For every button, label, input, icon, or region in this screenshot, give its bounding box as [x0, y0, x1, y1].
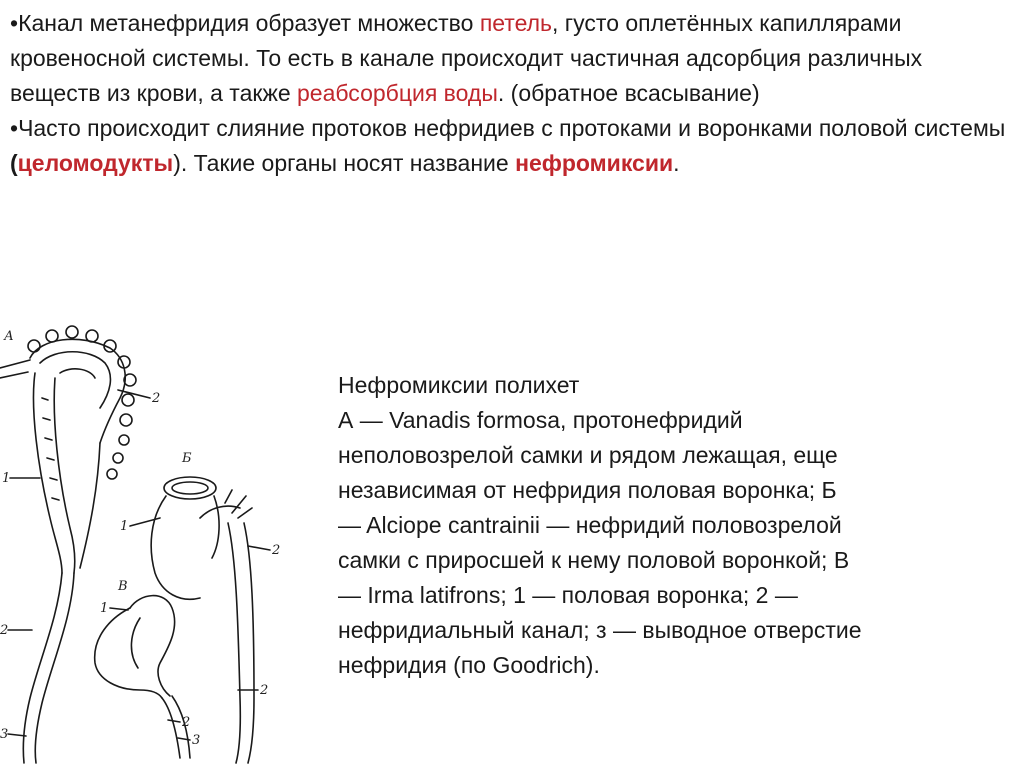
highlight-reabsorption: реабсорбция воды	[297, 80, 498, 106]
text-span: . (обратное всасывание)	[497, 80, 760, 106]
text-span: Канал метанефридия образует множество	[18, 10, 480, 36]
bullet: •	[10, 115, 19, 141]
text-span: ). Такие органы носят название	[173, 150, 516, 176]
caption-title: Нефромиксии полихет	[338, 372, 580, 398]
label-b: Б	[182, 451, 192, 466]
label-1: 1	[100, 601, 109, 616]
caption-line: самки с приросшей к нему половой воронкой; В	[338, 547, 850, 573]
label-a: А	[4, 329, 14, 344]
label-2: 2	[260, 683, 269, 698]
label-v: В	[118, 579, 128, 594]
label-2: 2	[182, 715, 191, 730]
highlight-loops: петель	[479, 10, 553, 36]
caption-line: — Alciope cantrainii — нефридий половозрелой	[338, 512, 842, 538]
text-span: Часто происходит слияние протоков нефридиев с протоками и воронками половой системы	[18, 115, 1006, 141]
figure-caption	[338, 368, 998, 683]
highlight-coelomoducts: целомодукты	[17, 150, 174, 176]
label-2: 2	[152, 391, 161, 406]
paragraph-nephromixia	[10, 111, 1010, 181]
text-span: .	[673, 150, 680, 176]
label-3: 3	[0, 727, 9, 742]
caption-line: А — Vanadis formosa, протонефридий	[338, 407, 743, 433]
intro-text	[10, 6, 1010, 181]
label-2: 2	[0, 623, 9, 638]
nephromixia-drawing	[0, 318, 300, 767]
caption-line: нефридиальный канал; з — выводное отверстие	[338, 617, 862, 643]
caption-line: независимая от нефридия половая воронка; Б	[338, 477, 837, 503]
bullet: •	[10, 10, 19, 36]
label-2: 2	[272, 543, 281, 558]
text-span: , густо оплетённых капиллярами кровеносной системы. То есть в канале происходит частичная адсорбция различных веществ из крови, а также	[10, 10, 923, 106]
paragraph-metanephridia	[10, 6, 1010, 111]
caption-line: нефридия (по Goodrich).	[338, 652, 600, 678]
caption-line: — Irma latifrons; 1 — половая воронка; 2 —	[338, 582, 798, 608]
label-1: 1	[2, 471, 11, 486]
label-1: 1	[120, 519, 129, 534]
nephromixia-illustration	[0, 318, 300, 767]
text-span: (	[10, 150, 18, 176]
label-3: 3	[192, 733, 201, 748]
caption-line: неполовозрелой самки и рядом лежащая, еще	[338, 442, 838, 468]
highlight-nephromixia: нефромиксии	[515, 150, 674, 176]
